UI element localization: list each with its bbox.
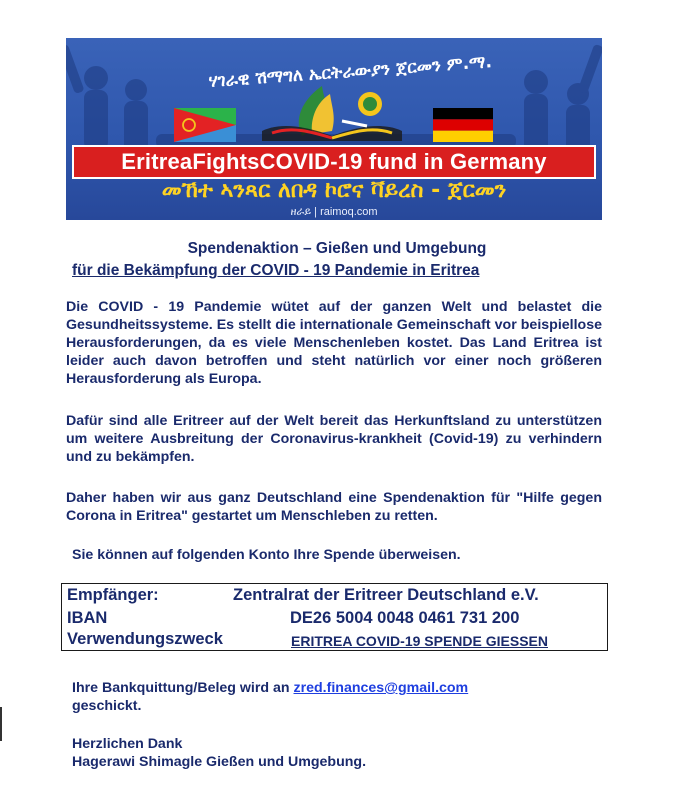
banner-credit: ዘራይ | raimoq.com xyxy=(290,206,378,218)
banner-amharic-subtitle: ሃገራዊ ሽማግለ ኤርትራውያን ጀርመን ም.ማ. xyxy=(208,52,493,92)
receipt-note xyxy=(72,679,468,715)
signature-text: Hagerawi Shimagle Gießen und Umgebung. xyxy=(72,754,367,770)
purpose-value: ERITREA COVID-19 SPENDE GIESSEN xyxy=(291,633,548,649)
thanks-text: Herzlichen Dank xyxy=(72,736,183,752)
email-link[interactable]: zred.finances@gmail.com xyxy=(293,680,469,696)
iban-label: IBAN xyxy=(67,609,108,627)
map-and-handshake-emblem-icon xyxy=(252,76,412,146)
bank-details-box xyxy=(61,583,608,651)
eritrea-flag-icon xyxy=(174,108,236,142)
header-banner xyxy=(66,38,602,220)
purpose-label: Verwendungszweck xyxy=(67,630,223,648)
receipt-note-suffix: geschickt. xyxy=(72,698,142,714)
paragraph-donate-instruction: Sie können auf folgenden Konto Ihre Spende überweisen. xyxy=(72,547,461,563)
page-title: Spendenaktion – Gießen und Umgebung xyxy=(187,240,487,257)
paragraph-support: Dafür sind alle Eritreer auf der Welt bereit das Herkunftsland zu unterstützen um weitere Ausbreitung der Coronavirus-krankheit (Covid-19) zu verhindern und zu bekämpfen. xyxy=(66,413,602,465)
page-subtitle: für die Bekämpfung der COVID - 19 Pandemie in Eritrea xyxy=(72,262,480,279)
recipient-value: Zentralrat der Eritreer Deutschland e.V. xyxy=(233,586,539,604)
germany-flag-icon xyxy=(433,108,493,142)
paragraph-campaign: Daher haben wir aus ganz Deutschland eine Spendenaktion für "Hilfe gegen Corona in Eritrea" gestartet um Menschleben zu retten. xyxy=(66,490,602,524)
receipt-note-prefix: Ihre Bankquittung/Beleg wird an xyxy=(72,680,294,696)
banner-title: EritreaFightsCOVID-19 fund in Germany xyxy=(72,145,596,179)
paragraph-intro: Die COVID - 19 Pandemie wütet auf der ganzen Welt und belastet die Gesundheitssysteme. Es stellt die internationale Gemeinschaft vor beispiellose Herausforderungen, da es viele Menschenleben kostet. Das Land Eritrea ist leider auch davon betroffen und steht natürlich vor einer noch größeren Herausforderung als Europa. xyxy=(66,299,602,387)
recipient-label: Empfänger: xyxy=(67,586,159,604)
margin-mark xyxy=(0,707,2,741)
iban-value: DE26 5004 0048 0461 731 200 xyxy=(290,609,520,627)
closing xyxy=(72,735,366,771)
banner-amharic-title: መኸተ ኣንጻር ለበዳ ኮሮና ቫይረስ - ጀርመን xyxy=(161,178,507,203)
